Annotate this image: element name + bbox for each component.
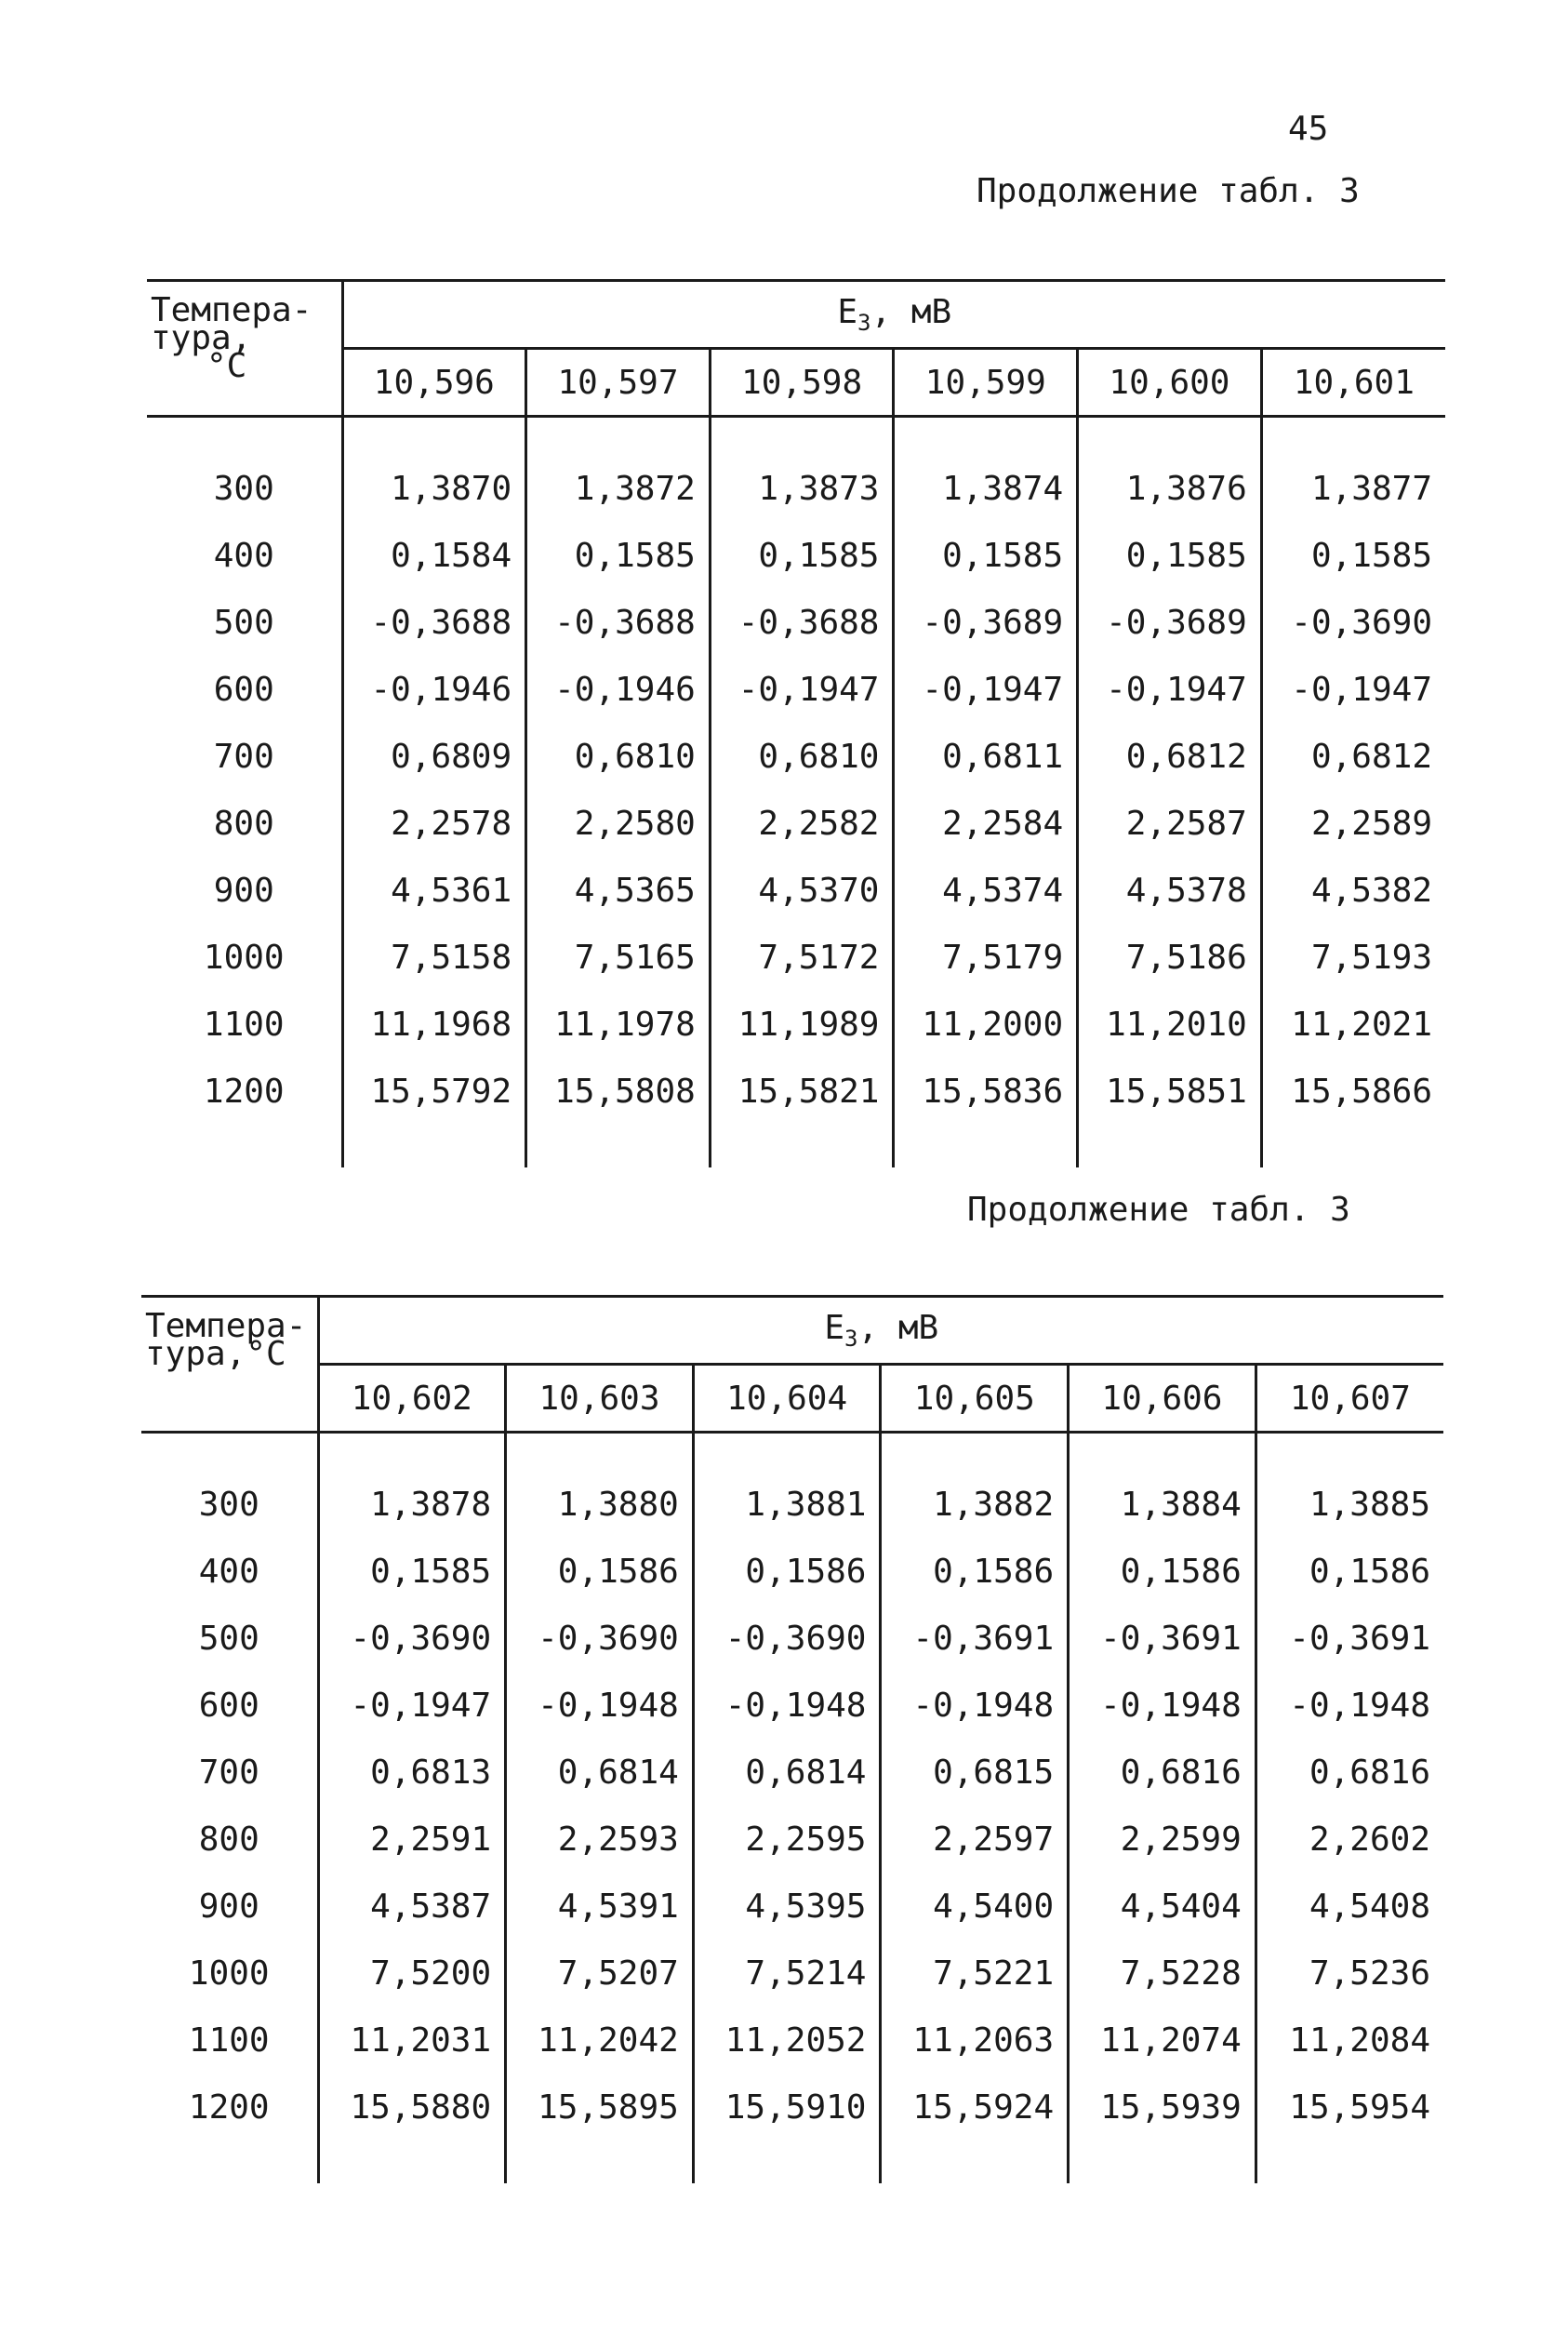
temperature-cell: 700 bbox=[147, 723, 342, 790]
table-row bbox=[141, 1672, 1443, 1739]
value-cell: -0,1947 bbox=[710, 656, 894, 723]
value-cell: 11,2052 bbox=[693, 2007, 881, 2074]
temperature-cell: 600 bbox=[141, 1672, 318, 1739]
table-body bbox=[141, 1433, 1443, 2184]
value-cell: -0,3689 bbox=[1078, 589, 1262, 656]
value-cell: 0,6814 bbox=[693, 1739, 881, 1806]
value-cell: 1,3870 bbox=[391, 469, 512, 508]
value-cell: 0,6816 bbox=[1069, 1739, 1256, 1806]
value-cell: -0,1948 bbox=[693, 1672, 881, 1739]
value-cell: 0,6811 bbox=[894, 723, 1078, 790]
value-cell: -0,1948 bbox=[881, 1672, 1069, 1739]
page-number: 45 bbox=[1288, 110, 1329, 148]
table-caption: Продолжение табл. 3 bbox=[967, 1191, 1350, 1229]
value-cell: 15,5895 bbox=[506, 2074, 694, 2141]
value-cell: 2,2595 bbox=[693, 1806, 881, 1873]
value-cell: 1,3880 bbox=[506, 1471, 694, 1538]
value-cell: 4,5378 bbox=[1078, 857, 1262, 924]
value-cell: 2,2589 bbox=[1261, 790, 1445, 857]
column-header: 10,605 bbox=[881, 1365, 1069, 1433]
value-cell: 15,5851 bbox=[1078, 1058, 1262, 1125]
value-cell: 2,2599 bbox=[1069, 1806, 1256, 1873]
value-cell: -0,1947 bbox=[1261, 656, 1445, 723]
value-cell: 4,5404 bbox=[1069, 1873, 1256, 1940]
value-cell: 0,1586 bbox=[1069, 1538, 1256, 1605]
table-row bbox=[141, 2007, 1443, 2074]
table-caption: Продолжение табл. 3 bbox=[977, 172, 1360, 210]
value-cell: 11,2074 bbox=[1069, 2007, 1256, 2074]
value-cell: 0,6810 bbox=[710, 723, 894, 790]
value-cell: 7,5186 bbox=[1078, 924, 1262, 991]
value-cell: -0,1947 bbox=[894, 656, 1078, 723]
value-cell: 15,5954 bbox=[1256, 2074, 1443, 2141]
value-header: $E_3$, мВ bbox=[318, 1297, 1443, 1365]
value-cell: 7,5200 bbox=[370, 1954, 492, 1993]
value-cell: 0,1585 bbox=[526, 522, 711, 589]
value-header: $E_3$, мВ bbox=[342, 281, 1445, 349]
value-cell: 4,5387 bbox=[370, 1887, 492, 1926]
data-table bbox=[141, 1295, 1443, 2183]
value-cell: 15,5880 bbox=[350, 2087, 492, 2127]
table-row bbox=[147, 1058, 1445, 1125]
table-row bbox=[147, 723, 1445, 790]
value-cell: 0,1585 bbox=[710, 522, 894, 589]
table-row bbox=[147, 790, 1445, 857]
value-cell: 11,2031 bbox=[350, 2021, 492, 2060]
value-cell: 0,6814 bbox=[506, 1739, 694, 1806]
value-cell: 0,6815 bbox=[881, 1739, 1069, 1806]
value-cell: 0,1585 bbox=[894, 522, 1078, 589]
value-cell: 0,6809 bbox=[391, 737, 512, 776]
table-row bbox=[141, 1739, 1443, 1806]
value-cell: -0,1946 bbox=[526, 656, 711, 723]
table-row bbox=[147, 991, 1445, 1058]
value-cell: 0,6816 bbox=[1256, 1739, 1443, 1806]
value-cell: 0,1586 bbox=[506, 1538, 694, 1605]
value-cell: 2,2584 bbox=[894, 790, 1078, 857]
value-cell: -0,3691 bbox=[881, 1605, 1069, 1672]
table-row bbox=[147, 589, 1445, 656]
temperature-cell: 300 bbox=[141, 1471, 318, 1538]
value-cell: 2,2587 bbox=[1078, 790, 1262, 857]
table-row bbox=[147, 455, 1445, 522]
table-body bbox=[147, 417, 1445, 1168]
temperature-cell: 800 bbox=[147, 790, 342, 857]
value-cell: 7,5172 bbox=[710, 924, 894, 991]
data-table bbox=[147, 279, 1445, 1167]
value-cell: 4,5365 bbox=[526, 857, 711, 924]
value-cell: -0,3691 bbox=[1069, 1605, 1256, 1672]
value-cell: 11,2000 bbox=[894, 991, 1078, 1058]
value-cell: -0,1947 bbox=[350, 1686, 492, 1725]
value-cell: 1,3885 bbox=[1256, 1471, 1443, 1538]
value-cell: 11,1968 bbox=[370, 1005, 512, 1044]
value-cell: 7,5236 bbox=[1256, 1940, 1443, 2007]
value-cell: 4,5382 bbox=[1261, 857, 1445, 924]
value-cell: 1,3878 bbox=[370, 1485, 492, 1524]
value-cell: -0,3688 bbox=[710, 589, 894, 656]
column-header: 10,599 bbox=[894, 349, 1078, 417]
column-header-row bbox=[141, 1365, 1443, 1433]
value-cell: 1,3884 bbox=[1069, 1471, 1256, 1538]
value-cell: 7,5221 bbox=[881, 1940, 1069, 2007]
row-header-temperature: Темпера- тура, °C bbox=[147, 281, 342, 417]
value-cell: 4,5391 bbox=[506, 1873, 694, 1940]
value-cell: 4,5361 bbox=[391, 871, 512, 910]
temperature-cell: 1200 bbox=[141, 2074, 318, 2141]
value-cell: 7,5228 bbox=[1069, 1940, 1256, 2007]
value-cell: 11,2010 bbox=[1078, 991, 1262, 1058]
value-cell: 2,2580 bbox=[526, 790, 711, 857]
value-cell: 11,2021 bbox=[1261, 991, 1445, 1058]
column-header: 10,607 bbox=[1256, 1365, 1443, 1433]
value-cell: 2,2597 bbox=[881, 1806, 1069, 1873]
value-cell: 0,1586 bbox=[1256, 1538, 1443, 1605]
value-cell: 1,3881 bbox=[693, 1471, 881, 1538]
value-cell: 2,2591 bbox=[370, 1820, 492, 1859]
temperature-cell: 400 bbox=[141, 1538, 318, 1605]
value-cell: 4,5374 bbox=[894, 857, 1078, 924]
temperature-cell: 1000 bbox=[147, 924, 342, 991]
value-cell: -0,1948 bbox=[506, 1672, 694, 1739]
temperature-cell: 1200 bbox=[147, 1058, 342, 1125]
value-cell: 11,2042 bbox=[506, 2007, 694, 2074]
value-cell: -0,3690 bbox=[350, 1619, 492, 1658]
table-row bbox=[141, 1873, 1443, 1940]
value-cell: 0,1584 bbox=[391, 536, 512, 575]
value-cell: -0,1946 bbox=[370, 670, 512, 709]
table-row bbox=[147, 857, 1445, 924]
table-row bbox=[141, 1538, 1443, 1605]
value-cell: 2,2593 bbox=[506, 1806, 694, 1873]
table-row bbox=[147, 924, 1445, 991]
value-cell: 0,1585 bbox=[1078, 522, 1262, 589]
value-cell: 0,1586 bbox=[881, 1538, 1069, 1605]
column-header: 10,602 bbox=[318, 1365, 506, 1433]
value-cell: 7,5207 bbox=[506, 1940, 694, 2007]
value-cell: 0,6812 bbox=[1078, 723, 1262, 790]
value-cell: -0,3688 bbox=[370, 603, 512, 642]
value-cell: -0,3691 bbox=[1256, 1605, 1443, 1672]
value-cell: 7,5158 bbox=[391, 938, 512, 977]
value-cell: 7,5165 bbox=[526, 924, 711, 991]
value-cell: -0,3690 bbox=[506, 1605, 694, 1672]
value-cell: 15,5836 bbox=[894, 1058, 1078, 1125]
value-cell: 11,1978 bbox=[526, 991, 711, 1058]
value-cell: 15,5866 bbox=[1261, 1058, 1445, 1125]
value-cell: 11,2063 bbox=[881, 2007, 1069, 2074]
value-cell: 15,5792 bbox=[370, 1072, 512, 1111]
value-cell: 4,5395 bbox=[693, 1873, 881, 1940]
column-header: 10,596 bbox=[342, 349, 526, 417]
value-cell: 0,6813 bbox=[370, 1753, 492, 1792]
value-cell: -0,1947 bbox=[1078, 656, 1262, 723]
table-row bbox=[147, 522, 1445, 589]
column-header: 10,604 bbox=[693, 1365, 881, 1433]
temperature-cell: 1100 bbox=[141, 2007, 318, 2074]
row-header-temperature: Темпера- тура,°C bbox=[141, 1297, 318, 1433]
value-cell: -0,1948 bbox=[1256, 1672, 1443, 1739]
temperature-cell: 900 bbox=[141, 1873, 318, 1940]
value-cell: 1,3882 bbox=[881, 1471, 1069, 1538]
value-cell: 4,5408 bbox=[1256, 1873, 1443, 1940]
temperature-cell: 300 bbox=[147, 455, 342, 522]
value-cell: 1,3872 bbox=[526, 455, 711, 522]
temperature-cell: 1100 bbox=[147, 991, 342, 1058]
table-row bbox=[141, 1471, 1443, 1538]
value-cell: 2,2578 bbox=[391, 804, 512, 843]
table-row bbox=[141, 1806, 1443, 1873]
value-cell: 4,5400 bbox=[881, 1873, 1069, 1940]
value-cell: 1,3877 bbox=[1261, 455, 1445, 522]
value-cell: 7,5214 bbox=[693, 1940, 881, 2007]
value-cell: -0,1948 bbox=[1069, 1672, 1256, 1739]
value-cell: 0,1585 bbox=[1261, 522, 1445, 589]
value-cell: -0,3688 bbox=[526, 589, 711, 656]
table-row bbox=[141, 1940, 1443, 2007]
value-cell: 1,3874 bbox=[894, 455, 1078, 522]
table-row bbox=[141, 1605, 1443, 1672]
value-cell: -0,3690 bbox=[1261, 589, 1445, 656]
temperature-cell: 500 bbox=[141, 1605, 318, 1672]
column-header: 10,606 bbox=[1069, 1365, 1256, 1433]
value-cell: 4,5370 bbox=[710, 857, 894, 924]
temperature-cell: 800 bbox=[141, 1806, 318, 1873]
column-header-row bbox=[147, 349, 1445, 417]
value-cell: 15,5808 bbox=[526, 1058, 711, 1125]
column-header: 10,603 bbox=[506, 1365, 694, 1433]
temperature-cell: 500 bbox=[147, 589, 342, 656]
value-cell: 1,3873 bbox=[710, 455, 894, 522]
value-cell: -0,3689 bbox=[894, 589, 1078, 656]
value-cell: 2,2602 bbox=[1256, 1806, 1443, 1873]
value-cell: 15,5939 bbox=[1069, 2074, 1256, 2141]
column-header: 10,601 bbox=[1261, 349, 1445, 417]
value-cell: 7,5193 bbox=[1261, 924, 1445, 991]
column-header: 10,597 bbox=[526, 349, 711, 417]
value-cell: 1,3876 bbox=[1078, 455, 1262, 522]
value-cell: 2,2582 bbox=[710, 790, 894, 857]
value-cell: 7,5179 bbox=[894, 924, 1078, 991]
value-cell: 0,1585 bbox=[370, 1552, 492, 1591]
temperature-cell: 1000 bbox=[141, 1940, 318, 2007]
value-cell: -0,3690 bbox=[693, 1605, 881, 1672]
temperature-cell: 700 bbox=[141, 1739, 318, 1806]
temperature-cell: 900 bbox=[147, 857, 342, 924]
temperature-cell: 600 bbox=[147, 656, 342, 723]
value-cell: 11,2084 bbox=[1256, 2007, 1443, 2074]
table-row bbox=[141, 2074, 1443, 2141]
value-cell: 15,5821 bbox=[710, 1058, 894, 1125]
value-cell: 15,5910 bbox=[693, 2074, 881, 2141]
column-header: 10,600 bbox=[1078, 349, 1262, 417]
temperature-cell: 400 bbox=[147, 522, 342, 589]
value-cell: 0,6812 bbox=[1261, 723, 1445, 790]
value-cell: 11,1989 bbox=[710, 991, 894, 1058]
value-cell: 0,1586 bbox=[693, 1538, 881, 1605]
value-cell: 0,6810 bbox=[526, 723, 711, 790]
table-row bbox=[147, 656, 1445, 723]
column-header: 10,598 bbox=[710, 349, 894, 417]
value-cell: 15,5924 bbox=[881, 2074, 1069, 2141]
